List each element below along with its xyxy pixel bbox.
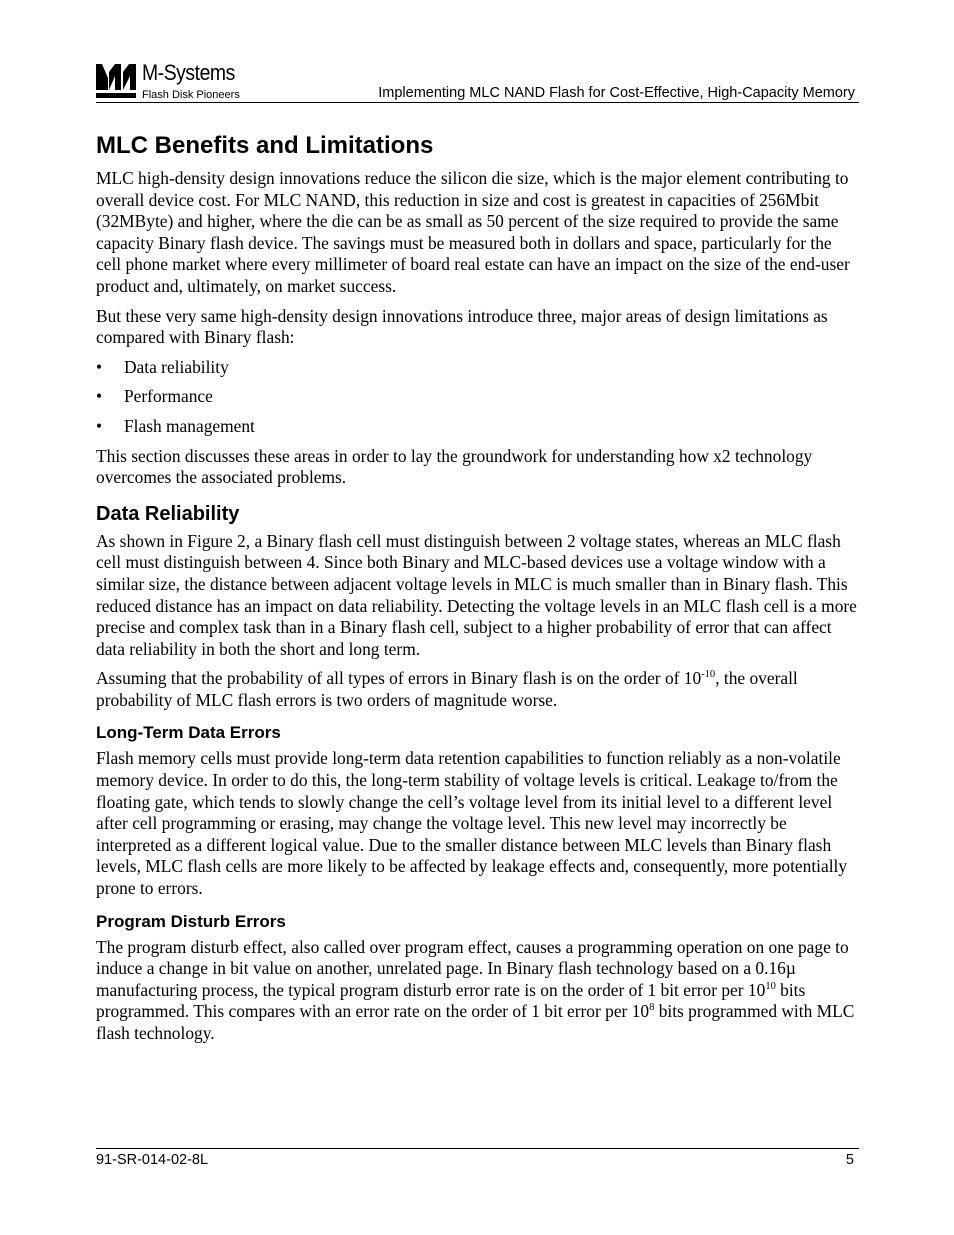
bullet-icon: • <box>96 356 103 377</box>
company-name: M-Systems <box>142 60 235 85</box>
text-run: Assuming that the probability of all types of errors in Binary flash is on the order of 10 <box>96 668 702 689</box>
company-tagline: Flash Disk Pioneers <box>142 89 240 101</box>
exponent: -10 <box>701 669 716 681</box>
exponent: 10 <box>765 981 776 993</box>
paragraph <box>96 668 859 711</box>
list-item-text: Performance <box>124 386 213 407</box>
list-item <box>96 386 859 408</box>
minor-heading: Program Disturb Errors <box>96 911 286 931</box>
paragraph: This section discusses these areas in order to lay the groundwork for understanding how x2 technology overcomes the associated problems. <box>96 445 813 488</box>
text-run: The program disturb effect, also called over program effect, causes a programming operation on one page to induce a change in bit value on another, unrelated page. In Binary flash technology based on a 0.16µ manufacturing process, the typical program disturb error rate is on the order of 1 bit error per 10 <box>96 936 849 1000</box>
document-id: 91-SR-014-02-8L <box>96 1152 209 1168</box>
section-heading: MLC Benefits and Limitations <box>96 132 434 159</box>
bullet-icon: • <box>96 386 103 407</box>
text-run: , the overall probability of MLC flash errors is two orders of magnitude worse. <box>96 668 798 710</box>
list-item-text: Data reliability <box>124 356 229 377</box>
paragraph: As shown in Figure 2, a Binary flash cell must distinguish between 2 voltage states, whereas an MLC flash cell must distinguish between 4. Since both Binary and MLC-based devices use a voltage window with a similar size, the distance between adjacent voltage levels in MLC is much smaller than in Binary flash. This reduced distance has an impact on data reliability. Detecting the voltage levels in an MLC flash cell is a more precise and complex task than in a Binary flash cell, subject to a higher probability of error that can affect data reliability in both the short and long term. <box>96 530 857 659</box>
bullet-list <box>96 357 859 438</box>
paragraph: But these very same high-density design innovations introduce three, major areas of design limitations as compared with Binary flash: <box>96 305 828 348</box>
paragraph: Flash memory cells must provide long-term data retention capabilities to function reliably as a non-volatile memory device. In order to do this, the long-term stability of voltage levels is critical. Leakage to/from the floating gate, which tends to slowly change the cell’s voltage level from its initial level to a different level after cell programming or erasing, may change the voltage level. This new level may incorrectly be interpreted as a different logical value. Due to the smaller distance between MLC levels than Binary flash levels, MLC flash cells are more likely to be affected by leakage effects and, consequently, more potentially prone to errors. <box>96 748 848 899</box>
text-run: bits programmed with MLC flash technology. <box>96 1001 855 1043</box>
subsection-heading: Data Reliability <box>96 502 240 525</box>
minor-heading: Long-Term Data Errors <box>96 723 281 743</box>
page-number: 5 <box>845 1152 854 1168</box>
page-body <box>96 130 859 1053</box>
bullet-icon: • <box>96 415 103 436</box>
list-item-text: Flash management <box>124 415 255 436</box>
header-divider <box>96 102 859 103</box>
list-item <box>96 357 859 379</box>
text-run: bits programmed. This compares with an error rate on the order of 1 bit error per 10 <box>96 979 806 1022</box>
list-item <box>96 416 859 438</box>
paragraph <box>96 937 859 1045</box>
document-title: Implementing MLC NAND Flash for Cost-Effective, High-Capacity Memory <box>378 85 855 101</box>
page-header <box>96 60 859 104</box>
logo-underline-bar <box>96 93 136 98</box>
exponent: 8 <box>649 1002 655 1014</box>
paragraph: MLC high-density design innovations reduce the silicon die size, which is the major element contributing to overall device cost. For MLC NAND, this reduction in size and cost is greatest in capacities of 256Mbit (32MByte) and higher, where the die can be as small as 50 percent of the size required to provide the same capacity Binary flash device. The savings must be measured both in dollars and space, particularly for the cell phone market where every millimeter of board real estate can have an impact on the size of the end-user product and, ultimately, on market success. <box>96 168 850 296</box>
company-logo <box>96 60 256 102</box>
footer-divider <box>96 1148 859 1149</box>
m-systems-logo-icon <box>96 64 136 90</box>
